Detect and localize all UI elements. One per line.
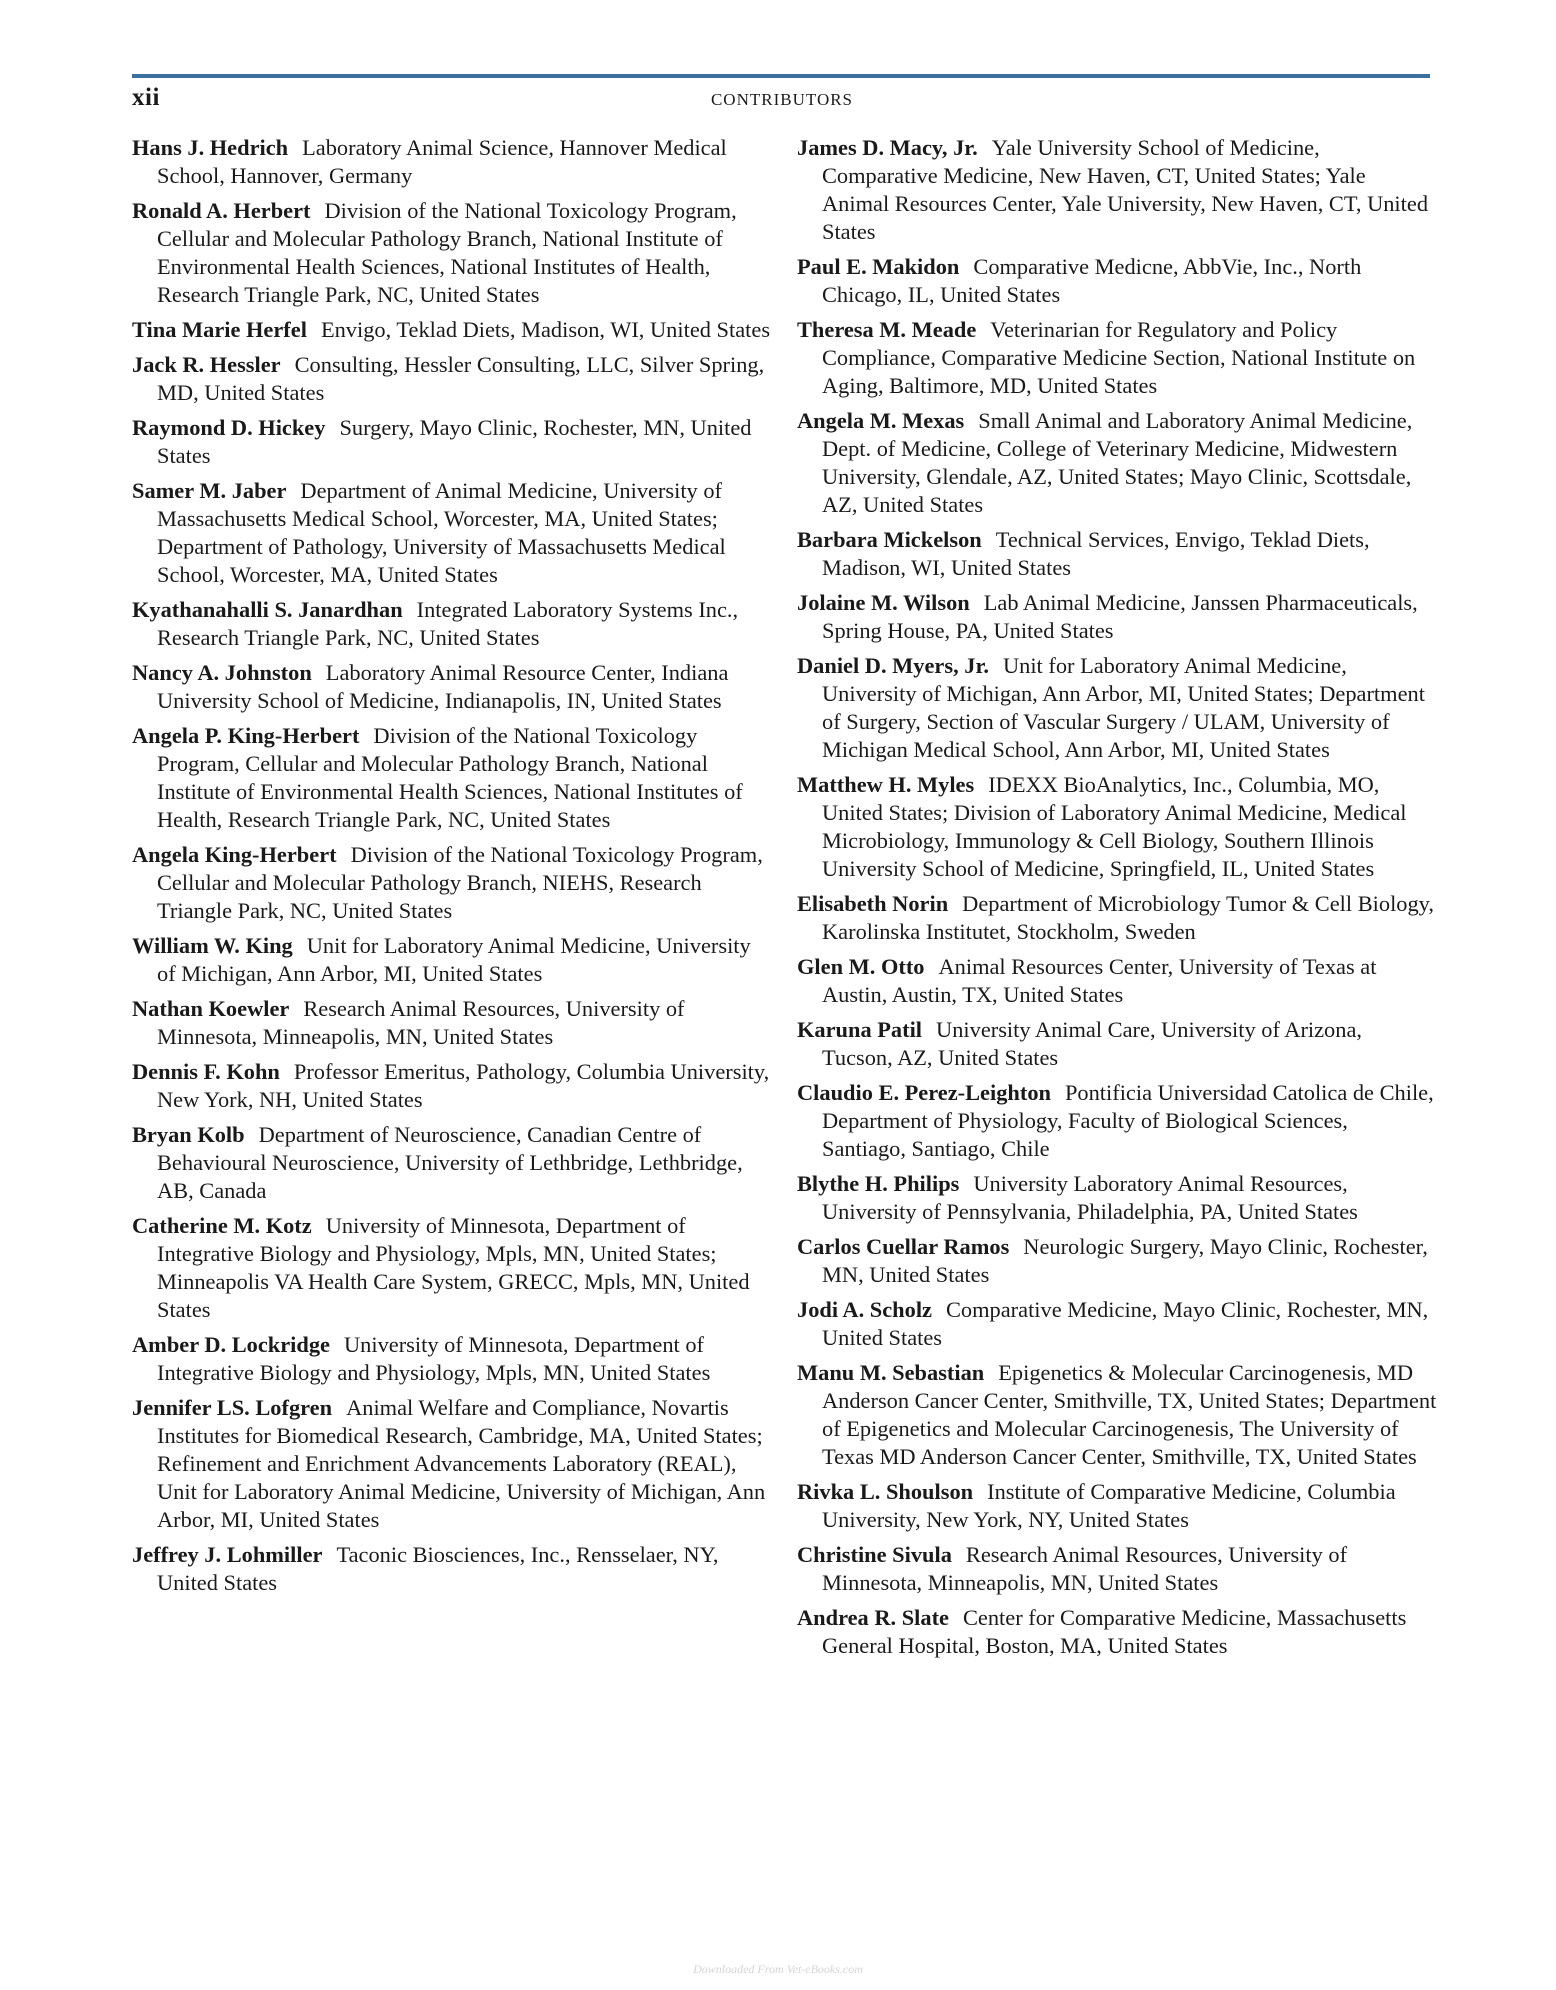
contributor-affiliation: Division of the National Toxicology Program, Cellular and Molecular Pathology Branch, NIEHS, Research Triangle Park, NC, United States bbox=[157, 842, 763, 923]
contributor-name: Barbara Mickelson bbox=[797, 527, 982, 552]
contributor-entry bbox=[797, 1170, 1437, 1226]
contributor-name: Blythe H. Philips bbox=[797, 1171, 960, 1196]
contributor-affiliation: Consulting, Hessler Consulting, LLC, Silver Spring, MD, United States bbox=[157, 352, 765, 405]
contributor-entry bbox=[797, 316, 1437, 400]
contributor-name: Matthew H. Myles bbox=[797, 772, 975, 797]
contributor-entry bbox=[132, 1212, 772, 1324]
contributor-name: Amber D. Lockridge bbox=[132, 1332, 330, 1357]
contributor-affiliation: Integrated Laboratory Systems Inc., Research Triangle Park, NC, United States bbox=[157, 597, 739, 650]
contributor-name: Kyathanahalli S. Janardhan bbox=[132, 597, 403, 622]
contributor-name: Catherine M. Kotz bbox=[132, 1213, 312, 1238]
contributor-affiliation: Technical Services, Envigo, Teklad Diets, Madison, WI, United States bbox=[822, 527, 1370, 580]
contributor-entry bbox=[132, 1121, 772, 1205]
contributor-affiliation: University of Minnesota, Department of Integrative Biology and Physiology, Mpls, MN, United States bbox=[157, 1332, 711, 1385]
contributor-entry bbox=[132, 841, 772, 925]
contributor-name: Jeffrey J. Lohmiller bbox=[132, 1542, 323, 1567]
contributor-name: Angela King-Herbert bbox=[132, 842, 337, 867]
contributor-affiliation: Veterinarian for Regulatory and Policy Compliance, Comparative Medicine Section, National Institute on Aging, Baltimore, MD, United States bbox=[822, 317, 1416, 398]
contributor-name: Hans J. Hedrich bbox=[132, 135, 289, 160]
contributor-name: Nancy A. Johnston bbox=[132, 660, 312, 685]
contributor-entry bbox=[797, 253, 1437, 309]
contributor-affiliation: IDEXX BioAnalytics, Inc., Columbia, MO, United States; Division of Laboratory Animal Medicine, Medical Microbiology, Immunology & Cell Biology, Southern Illinois University School of Medicine, Springfield, IL, United States bbox=[822, 772, 1407, 881]
contributor-entry bbox=[132, 414, 772, 470]
contributor-name: Christine Sivula bbox=[797, 1542, 952, 1567]
contributor-name: Jennifer LS. Lofgren bbox=[132, 1395, 333, 1420]
contributor-affiliation: Division of the National Toxicology Program, Cellular and Molecular Pathology Branch, National Institute of Environmental Health Sciences, National Institutes of Health, Research Triangle Park, NC, United States bbox=[157, 723, 743, 832]
contributor-name: Rivka L. Shoulson bbox=[797, 1479, 974, 1504]
contributor-entry bbox=[797, 1359, 1437, 1471]
contributor-affiliation: Research Animal Resources, University of Minnesota, Minneapolis, MN, United States bbox=[157, 996, 685, 1049]
contributor-affiliation: Envigo, Teklad Diets, Madison, WI, United States bbox=[320, 317, 771, 342]
contributor-entry bbox=[797, 526, 1437, 582]
page-number: xii bbox=[132, 84, 160, 111]
contributor-name: Nathan Koewler bbox=[132, 996, 290, 1021]
contributor-name: Andrea R. Slate bbox=[797, 1605, 949, 1630]
contributor-name: Tina Marie Herfel bbox=[132, 317, 307, 342]
contributor-name: Dennis F. Kohn bbox=[132, 1059, 280, 1084]
contributor-affiliation: Unit for Laboratory Animal Medicine, University of Michigan, Ann Arbor, MI, United States; Department of Surgery, Section of Vascular Surgery / ULAM, University of Michigan Medical School, Ann Arbor, MI, United States bbox=[822, 653, 1425, 762]
contributor-affiliation: Surgery, Mayo Clinic, Rochester, MN, United States bbox=[157, 415, 752, 468]
contributor-name: Jack R. Hessler bbox=[132, 352, 281, 377]
contributor-name: James D. Macy, Jr. bbox=[797, 135, 978, 160]
contributor-entry bbox=[132, 351, 772, 407]
contributor-name: Daniel D. Myers, Jr. bbox=[797, 653, 989, 678]
contributor-entry bbox=[132, 932, 772, 988]
contributor-entry bbox=[797, 1478, 1437, 1534]
contributor-name: Claudio E. Perez-Leighton bbox=[797, 1080, 1051, 1105]
contributor-name: Paul E. Makidon bbox=[797, 254, 960, 279]
contributor-affiliation: Yale University School of Medicine, Comparative Medicine, New Haven, CT, United States; Yale Animal Resources Center, Yale University, New Haven, CT, United States bbox=[822, 135, 1429, 244]
contributor-affiliation: Animal Welfare and Compliance, Novartis Institutes for Biomedical Research, Cambridge, MA, United States; Refinement and Enrichment Advancements Laboratory (REAL), Unit for Laboratory Animal Medicine, University of Michigan, Ann Arbor, MI, United States bbox=[157, 1395, 766, 1532]
contributor-entry bbox=[132, 316, 772, 344]
contributor-affiliation: Lab Animal Medicine, Janssen Pharmaceuticals, Spring House, PA, United States bbox=[822, 590, 1418, 643]
contributors-left-column bbox=[132, 134, 772, 1604]
contributor-affiliation: Comparative Medicine, Mayo Clinic, Rochester, MN, United States bbox=[822, 1297, 1429, 1350]
contributor-entry bbox=[132, 1541, 772, 1597]
contributor-affiliation: Center for Comparative Medicine, Massachusetts General Hospital, Boston, MA, United States bbox=[822, 1605, 1407, 1658]
contributor-entry bbox=[797, 1296, 1437, 1352]
contributor-entry bbox=[797, 1016, 1437, 1072]
contributor-affiliation: Animal Resources Center, University of Texas at Austin, Austin, TX, United States bbox=[822, 954, 1377, 1007]
contributor-entry bbox=[797, 1541, 1437, 1597]
contributor-affiliation: Taconic Biosciences, Inc., Rensselaer, NY, United States bbox=[157, 1542, 719, 1595]
contributor-name: Manu M. Sebastian bbox=[797, 1360, 985, 1385]
contributor-entry bbox=[797, 771, 1437, 883]
contributor-entry bbox=[797, 407, 1437, 519]
contributor-entry bbox=[797, 134, 1437, 246]
contributor-entry bbox=[797, 1604, 1437, 1660]
contributor-name: William W. King bbox=[132, 933, 293, 958]
contributor-entry bbox=[132, 995, 772, 1051]
contributor-affiliation: Research Animal Resources, University of Minnesota, Minneapolis, MN, United States bbox=[822, 1542, 1348, 1595]
contributor-entry bbox=[797, 589, 1437, 645]
contributor-entry bbox=[797, 890, 1437, 946]
header-rule bbox=[132, 74, 1430, 78]
contributor-name: Angela P. King-Herbert bbox=[132, 723, 360, 748]
contributor-affiliation: University of Minnesota, Department of Integrative Biology and Physiology, Mpls, MN, United States; Minneapolis VA Health Care System, GRECC, Mpls, MN, United States bbox=[157, 1213, 750, 1322]
contributor-entry bbox=[132, 134, 772, 190]
contributor-entry bbox=[797, 953, 1437, 1009]
contributor-entry bbox=[132, 477, 772, 589]
contributor-name: Carlos Cuellar Ramos bbox=[797, 1234, 1010, 1259]
contributor-affiliation: Laboratory Animal Science, Hannover Medical School, Hannover, Germany bbox=[157, 135, 727, 188]
contributor-name: Jolaine M. Wilson bbox=[797, 590, 970, 615]
contributor-affiliation: Department of Neuroscience, Canadian Centre of Behavioural Neuroscience, University of Lethbridge, Lethbridge, AB, Canada bbox=[157, 1122, 743, 1203]
contributor-affiliation: Division of the National Toxicology Program, Cellular and Molecular Pathology Branch, National Institute of Environmental Health Sciences, National Institutes of Health, Research Triangle Park, NC, United States bbox=[157, 198, 737, 307]
contributor-affiliation: Neurologic Surgery, Mayo Clinic, Rochester, MN, United States bbox=[822, 1234, 1428, 1287]
contributors-right-column bbox=[797, 134, 1437, 1667]
contributor-affiliation: University Animal Care, University of Arizona, Tucson, AZ, United States bbox=[822, 1017, 1362, 1070]
contributor-affiliation: Department of Animal Medicine, University of Massachusetts Medical School, Worcester, MA, United States; Department of Pathology, University of Massachusetts Medical School, Worcester, MA, United States bbox=[157, 478, 726, 587]
contributor-entry bbox=[132, 659, 772, 715]
contributor-entry bbox=[132, 1394, 772, 1534]
contributor-affiliation: Professor Emeritus, Pathology, Columbia University, New York, NH, United States bbox=[157, 1059, 770, 1112]
contributor-name: Jodi A. Scholz bbox=[797, 1297, 932, 1322]
contributor-affiliation: Small Animal and Laboratory Animal Medicine, Dept. of Medicine, College of Veterinary Medicine, Midwestern University, Glendale, AZ, United States; Mayo Clinic, Scottsdale, AZ, United States bbox=[822, 408, 1413, 517]
contributor-name: Raymond D. Hickey bbox=[132, 415, 326, 440]
contributor-name: Ronald A. Herbert bbox=[132, 198, 311, 223]
contributor-affiliation: Department of Microbiology Tumor & Cell Biology, Karolinska Institutet, Stockholm, Sweden bbox=[822, 891, 1435, 944]
contributor-affiliation: Unit for Laboratory Animal Medicine, University of Michigan, Ann Arbor, MI, United States bbox=[157, 933, 751, 986]
contributor-affiliation: Pontificia Universidad Catolica de Chile, Department of Physiology, Faculty of Biological Sciences, Santiago, Santiago, Chile bbox=[822, 1080, 1434, 1161]
contributor-affiliation: Institute of Comparative Medicine, Columbia University, New York, NY, United States bbox=[822, 1479, 1396, 1532]
contributor-name: Bryan Kolb bbox=[132, 1122, 245, 1147]
contributor-name: Theresa M. Meade bbox=[797, 317, 977, 342]
contributor-entry bbox=[132, 1058, 772, 1114]
contributor-entry bbox=[797, 652, 1437, 764]
contributor-affiliation: Laboratory Animal Resource Center, Indiana University School of Medicine, Indianapolis, IN, United States bbox=[157, 660, 729, 713]
contributor-name: Karuna Patil bbox=[797, 1017, 923, 1042]
contributor-entry bbox=[797, 1233, 1437, 1289]
footer-watermark: Downloaded From Vet-eBooks.com bbox=[693, 1962, 863, 1976]
contributor-affiliation: University Laboratory Animal Resources, University of Pennsylvania, Philadelphia, PA, United States bbox=[822, 1171, 1358, 1224]
contributor-entry bbox=[132, 596, 772, 652]
contributor-name: Samer M. Jaber bbox=[132, 478, 287, 503]
contributor-name: Elisabeth Norin bbox=[797, 891, 949, 916]
contributor-name: Angela M. Mexas bbox=[797, 408, 965, 433]
running-head: CONTRIBUTORS bbox=[710, 90, 854, 109]
contributor-entry bbox=[132, 1331, 772, 1387]
contributor-affiliation: Comparative Medicne, AbbVie, Inc., North Chicago, IL, United States bbox=[822, 254, 1362, 307]
contributor-entry bbox=[132, 722, 772, 834]
contributor-affiliation: Epigenetics & Molecular Carcinogenesis, MD Anderson Cancer Center, Smithville, TX, United States; Department of Epigenetics and Molecular Carcinogenesis, The University of Texas MD Anderson Cancer Center, Smithville, TX, United States bbox=[822, 1360, 1437, 1469]
contributor-entry bbox=[132, 197, 772, 309]
contributor-name: Glen M. Otto bbox=[797, 954, 925, 979]
contributor-entry bbox=[797, 1079, 1437, 1163]
